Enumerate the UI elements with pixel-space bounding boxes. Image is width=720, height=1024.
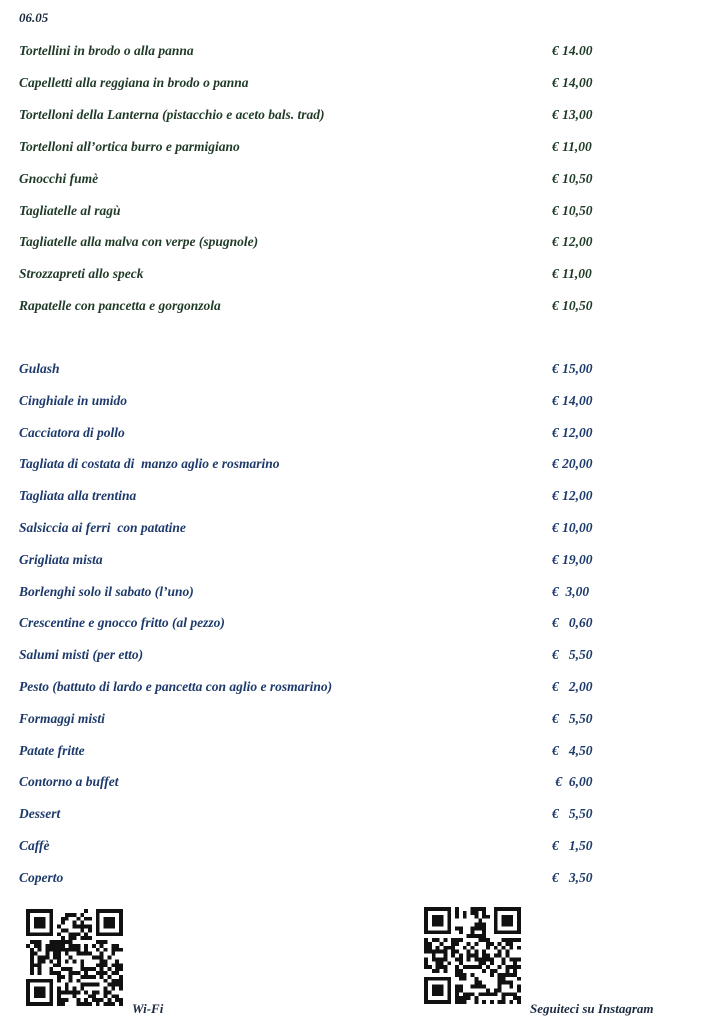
menu-item-name: Patate fritte <box>19 742 85 758</box>
menu-item-name: Contorno a buffet <box>19 774 119 790</box>
menu-item-price: € 3,00 <box>552 583 590 599</box>
instagram-qr-code[interactable] <box>424 907 521 1004</box>
menu-item-name: Tortelloni della Lanterna (pistacchio e aceto bals. trad) <box>19 106 325 122</box>
menu-item-name: Borlenghi solo il sabato (l’uno) <box>19 583 194 599</box>
menu-item-price: € 19,00 <box>552 551 593 567</box>
menu-item <box>19 518 599 538</box>
menu-item-price: € 12,00 <box>552 424 593 440</box>
menu-item-price: € 14,00 <box>552 392 593 408</box>
menu-item <box>19 296 599 316</box>
menu-item-name: Pesto (battuto di lardo e pancetta con aglio e rosmarino) <box>19 679 333 694</box>
menu-item-name: Grigliata mista <box>19 551 103 567</box>
menu-item-price: € 5,50 <box>552 647 593 663</box>
menu-item <box>19 582 599 602</box>
menu-item <box>19 391 599 411</box>
menu-item <box>19 772 599 792</box>
menu-item-name: Tagliatelle al ragù <box>19 202 121 218</box>
menu-item-name: Tortellini in brodo o alla panna <box>19 43 194 58</box>
menu-item-price: € 15,00 <box>552 361 593 376</box>
menu-item-price: € 10,50 <box>552 298 593 314</box>
menu-item <box>19 105 599 125</box>
wifi-qr-code[interactable] <box>26 909 123 1006</box>
menu-item-name: Salsiccia ai ferri con patatine <box>19 520 186 535</box>
menu-item-name: Strozzapreti allo speck <box>19 266 144 282</box>
menu-item-price: € 12,00 <box>552 488 593 504</box>
menu-item-price: € 13,00 <box>552 106 593 122</box>
menu-item <box>19 709 599 729</box>
menu-item <box>19 359 599 379</box>
menu-item-name: Caffè <box>19 838 50 853</box>
menu-item <box>19 804 599 824</box>
menu-item <box>19 169 599 189</box>
menu-item-price: € 6,00 <box>552 774 593 790</box>
menu-item-price: € 20,00 <box>552 456 593 472</box>
menu-item-price: € 2,00 <box>552 679 593 694</box>
menu-item-name: Gnocchi fumè <box>19 170 99 186</box>
menu-item-name: Coperto <box>19 869 64 885</box>
menu-item-price: € 10,00 <box>552 520 593 535</box>
menu-item-name: Tagliatelle alla malva con verpe (spugnole) <box>19 234 259 250</box>
menu-item <box>19 264 599 284</box>
menu-item <box>19 836 599 856</box>
menu-item <box>19 232 599 252</box>
menu-item <box>19 741 599 761</box>
menu-item <box>19 423 599 443</box>
menu-item-name: Tagliata di costata di manzo aglio e rosmarino <box>19 456 280 472</box>
menu-item-price: € 11,00 <box>552 266 592 282</box>
menu-item-price: € 3,50 <box>552 869 593 885</box>
menu-item-price: € 14.00 <box>552 43 593 58</box>
menu-item-name: Gulash <box>19 361 60 376</box>
menu-item <box>19 486 599 506</box>
menu-item-name: Formaggi misti <box>19 710 105 726</box>
menu-item-name: Dessert <box>19 806 61 822</box>
menu-item-price: € 10,50 <box>552 170 593 186</box>
menu-item-price: € 5,50 <box>552 806 593 822</box>
menu-item <box>19 73 599 93</box>
menu-item-price: € 12,00 <box>552 234 593 250</box>
menu-item <box>19 613 599 633</box>
menu-item <box>19 645 599 665</box>
menu-item-name: Crescentine e gnocco fritto (al pezzo) <box>19 615 225 631</box>
wifi-label: Wi-Fi <box>132 1001 164 1016</box>
menu-item <box>19 454 599 474</box>
menu-item <box>19 137 599 157</box>
menu-item <box>19 41 599 61</box>
menu-item-price: € 1,50 <box>552 838 593 853</box>
menu-item-name: Rapatelle con pancetta e gorgonzola <box>19 298 221 314</box>
menu-item-name: Salumi misti (per etto) <box>19 647 144 663</box>
menu-date: 06.05 <box>19 10 49 25</box>
menu-item <box>19 201 599 221</box>
menu-item-price: € 4,50 <box>552 742 593 758</box>
menu-item <box>19 550 599 570</box>
menu-item-price: € 14,00 <box>552 74 593 90</box>
instagram-label: Seguiteci su Instagram <box>530 1001 654 1016</box>
menu-item-price: € 11,00 <box>552 138 592 154</box>
menu-item-name: Tagliata alla trentina <box>19 488 137 504</box>
menu-item-name: Cacciatora di pollo <box>19 424 125 440</box>
menu-item <box>19 868 599 888</box>
menu-item-price: € 10,50 <box>552 202 593 218</box>
menu-item-name: Capelletti alla reggiana in brodo o panna <box>19 74 249 90</box>
menu-item-name: Cinghiale in umido <box>19 392 128 408</box>
menu-item-name: Tortelloni all’ortica burro e parmigiano <box>19 138 240 154</box>
menu-item <box>19 677 599 697</box>
menu-item-price: € 5,50 <box>552 710 593 726</box>
menu-item-price: € 0,60 <box>552 615 593 631</box>
